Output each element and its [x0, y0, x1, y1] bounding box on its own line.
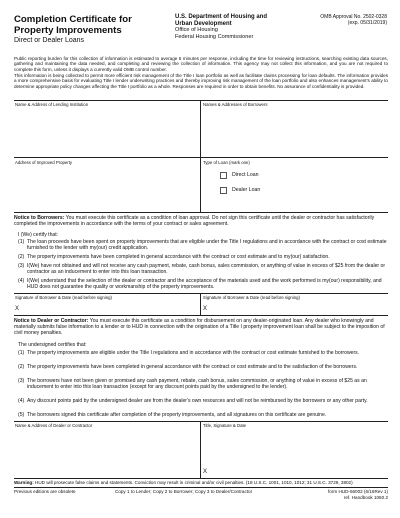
divider: [14, 212, 388, 213]
divider: [14, 421, 388, 422]
borrower-signature-field-1[interactable]: X: [15, 306, 20, 312]
list-item: (5) The borrowers signed this certificate after completion of the property improvements, and all signatures on this certificate are genuine.: [18, 412, 327, 418]
dealer-signature-field[interactable]: X: [203, 469, 208, 475]
divider: [14, 315, 388, 316]
borrowers-notice: [14, 215, 388, 227]
omb-approval: OMB Approval No. 2502-0328: [320, 14, 387, 20]
divider: [200, 293, 201, 315]
list-item: (2) The property improvements have been completed in general accordance with the contract or cost estimate and to my(our) satisfaction.: [18, 254, 330, 260]
warning: [14, 480, 388, 485]
loan-type-label: Type of Loan (mark one): [203, 160, 250, 165]
borrowers-label: Names & Addresses of Borrowers: [203, 102, 268, 107]
omb-expiration: (exp. 05/31/2019): [347, 20, 387, 26]
borrower-signature-field-2[interactable]: X: [203, 306, 208, 312]
dealer-name-label: Name & Address of Dealer or Contractor: [15, 423, 93, 428]
direct-loan-checkbox[interactable]: [220, 172, 227, 179]
list-item: (3) The borrowers have not been given or promised any cash payment, rebate, cash bonus, sales commission, or anything of value in excess of $25 as an inducement to enter into this loan transaction (except for any discount points paid by the undersigned to the lender).: [18, 378, 367, 390]
list-item: (1) The loan proceeds have been spent on property improvements that are eligible under the Title I regulations and in accordance with the contract or cost estimate furnished to the lender with my(our) credit application.: [18, 239, 387, 251]
lending-institution-field[interactable]: [14, 108, 199, 156]
direct-loan-label: Direct Loan: [232, 172, 259, 178]
improved-property-field[interactable]: [14, 166, 199, 211]
divider: [14, 478, 388, 479]
dealer-name-field[interactable]: [14, 429, 199, 477]
warning-text: HUD will prosecute false claims and statements. Conviction may result in criminal and/or civil penalties. (18 U.S.C. 1001, 1010, 1012; 31 U.S.C. 3729, 3802): [33, 480, 353, 485]
dealer-loan-label: Dealer Loan: [232, 187, 261, 193]
list-item: (4) I(We) understand that the selection of the dealer or contractor and the acceptance of the materials used and the work performed is my(our) responsibility, and HUD does not guarantee the quality or workmanship of the property improvements.: [18, 278, 382, 290]
borrowers-notice-text: You must execute this certificate as a condition of loan approval. Do not sign this certificate until the dealer or contractor has satisfactorily completed the improvements in accordance with the terms of your contract or sales agreement.: [14, 215, 375, 227]
borrower-signature-label-1: Signature of Borrower & Date (read before signing): [15, 295, 112, 300]
dealer-certify: The undersigned certifies that:: [18, 342, 87, 348]
form-subtitle: Direct or Dealer Loans: [14, 37, 85, 44]
obsolete-notice: Previous editions are obsolete: [14, 489, 76, 494]
warning-label: Warning:: [14, 480, 34, 485]
form-title: Completion Certificate for Property Improvements: [14, 14, 132, 36]
agency-block: [175, 14, 285, 40]
divider: [14, 293, 388, 294]
list-item: (1) The property improvements are eligible under the Title I regulations and in accordance with the contract or cost estimate furnished to the borrowers.: [18, 350, 360, 356]
dealer-notice: [14, 318, 388, 336]
dealer-notice-text: You must execute this certificate as a condition for disbursement on any dealer-originated loan. Any dealer who knowingly and materially submits false information to a lender or to HUD in connection with the origination of a Title I property improvement loan shall be subject to the imposition of civil money penalties.: [14, 318, 385, 336]
list-item: (4) Any discount points paid by the undersigned dealer are from the dealer's own resources and will not be reimbursed by the borrowers or any other party.: [18, 398, 368, 404]
borrowers-field[interactable]: [202, 108, 388, 156]
divider: [14, 157, 388, 158]
omb-block: [292, 14, 387, 26]
divider: [200, 421, 201, 478]
divider: [14, 100, 388, 101]
borrowers-certify: I (We) certify that:: [18, 232, 59, 238]
agency-commissioner: Federal Housing Commissioner: [175, 33, 254, 40]
title-signature-label: Title, Signature & Date: [203, 423, 247, 428]
divider: [200, 100, 201, 212]
divider: [14, 487, 388, 488]
list-item: (2) The property improvements have been completed in general accordance with the contract or cost estimate and to the satisfaction of the borrowers.: [18, 364, 358, 370]
burden-statement: Public reporting burden for this collection of information is estimated to average 6 minutes per response, including the time for reviewing instructions, searching existing data sources, gathering and maintaining the data needed, and completing and reviewing the collection of information. This agency may not collect this information, and you are not required to complete this form, unless it displays a currently valid OMB control number.: [14, 56, 388, 72]
form-number: form HUD-56002 (6/16Rev 1): [328, 489, 388, 494]
borrower-signature-label-2: Signature of Borrower & Date (read before signing): [203, 295, 300, 300]
lending-institution-label: Name & Address of Lending Institution: [15, 102, 89, 107]
agency-name: U.S. Department of Housing and Urban Development: [175, 14, 268, 27]
borrowers-notice-heading: Notice to Borrowers:: [14, 215, 65, 221]
agency-office: Office of Housing: [175, 27, 218, 34]
dealer-loan-checkbox[interactable]: [220, 187, 227, 194]
list-item: (3) I(We) have not obtained and will not receive any cash payment, rebate, cash bonus, sales commission, or anything of value in excess of $25 from the dealer or contractor as an inducement to enter into this loan transaction.: [18, 263, 386, 275]
improved-property-label: Address of Improved Property: [15, 160, 73, 165]
purpose-statement: This information is being collected to permit more efficient risk management of the Title I loan portfolio as well as facilitate claims processing for loan defaults. The information provides a more comprehensive basis for evaluating Title I lender underwriting practices and thereby improving risk management of the loan portfolio and also enhances management's ability to determine appropriate policy changes affecting the Title I portfolio as a whole. Responses are required in order to obtain benefits. No assurance of confidentiality is provided.: [14, 73, 388, 89]
dealer-notice-heading: Notice to Dealer or Contractor:: [14, 318, 89, 324]
handbook-ref: ref. Handbook 1060.2: [343, 495, 388, 500]
copy-distribution: Copy 1 to Lender; Copy 2 to Borrower; Copy 3 to Dealer/Contractor: [115, 489, 253, 494]
